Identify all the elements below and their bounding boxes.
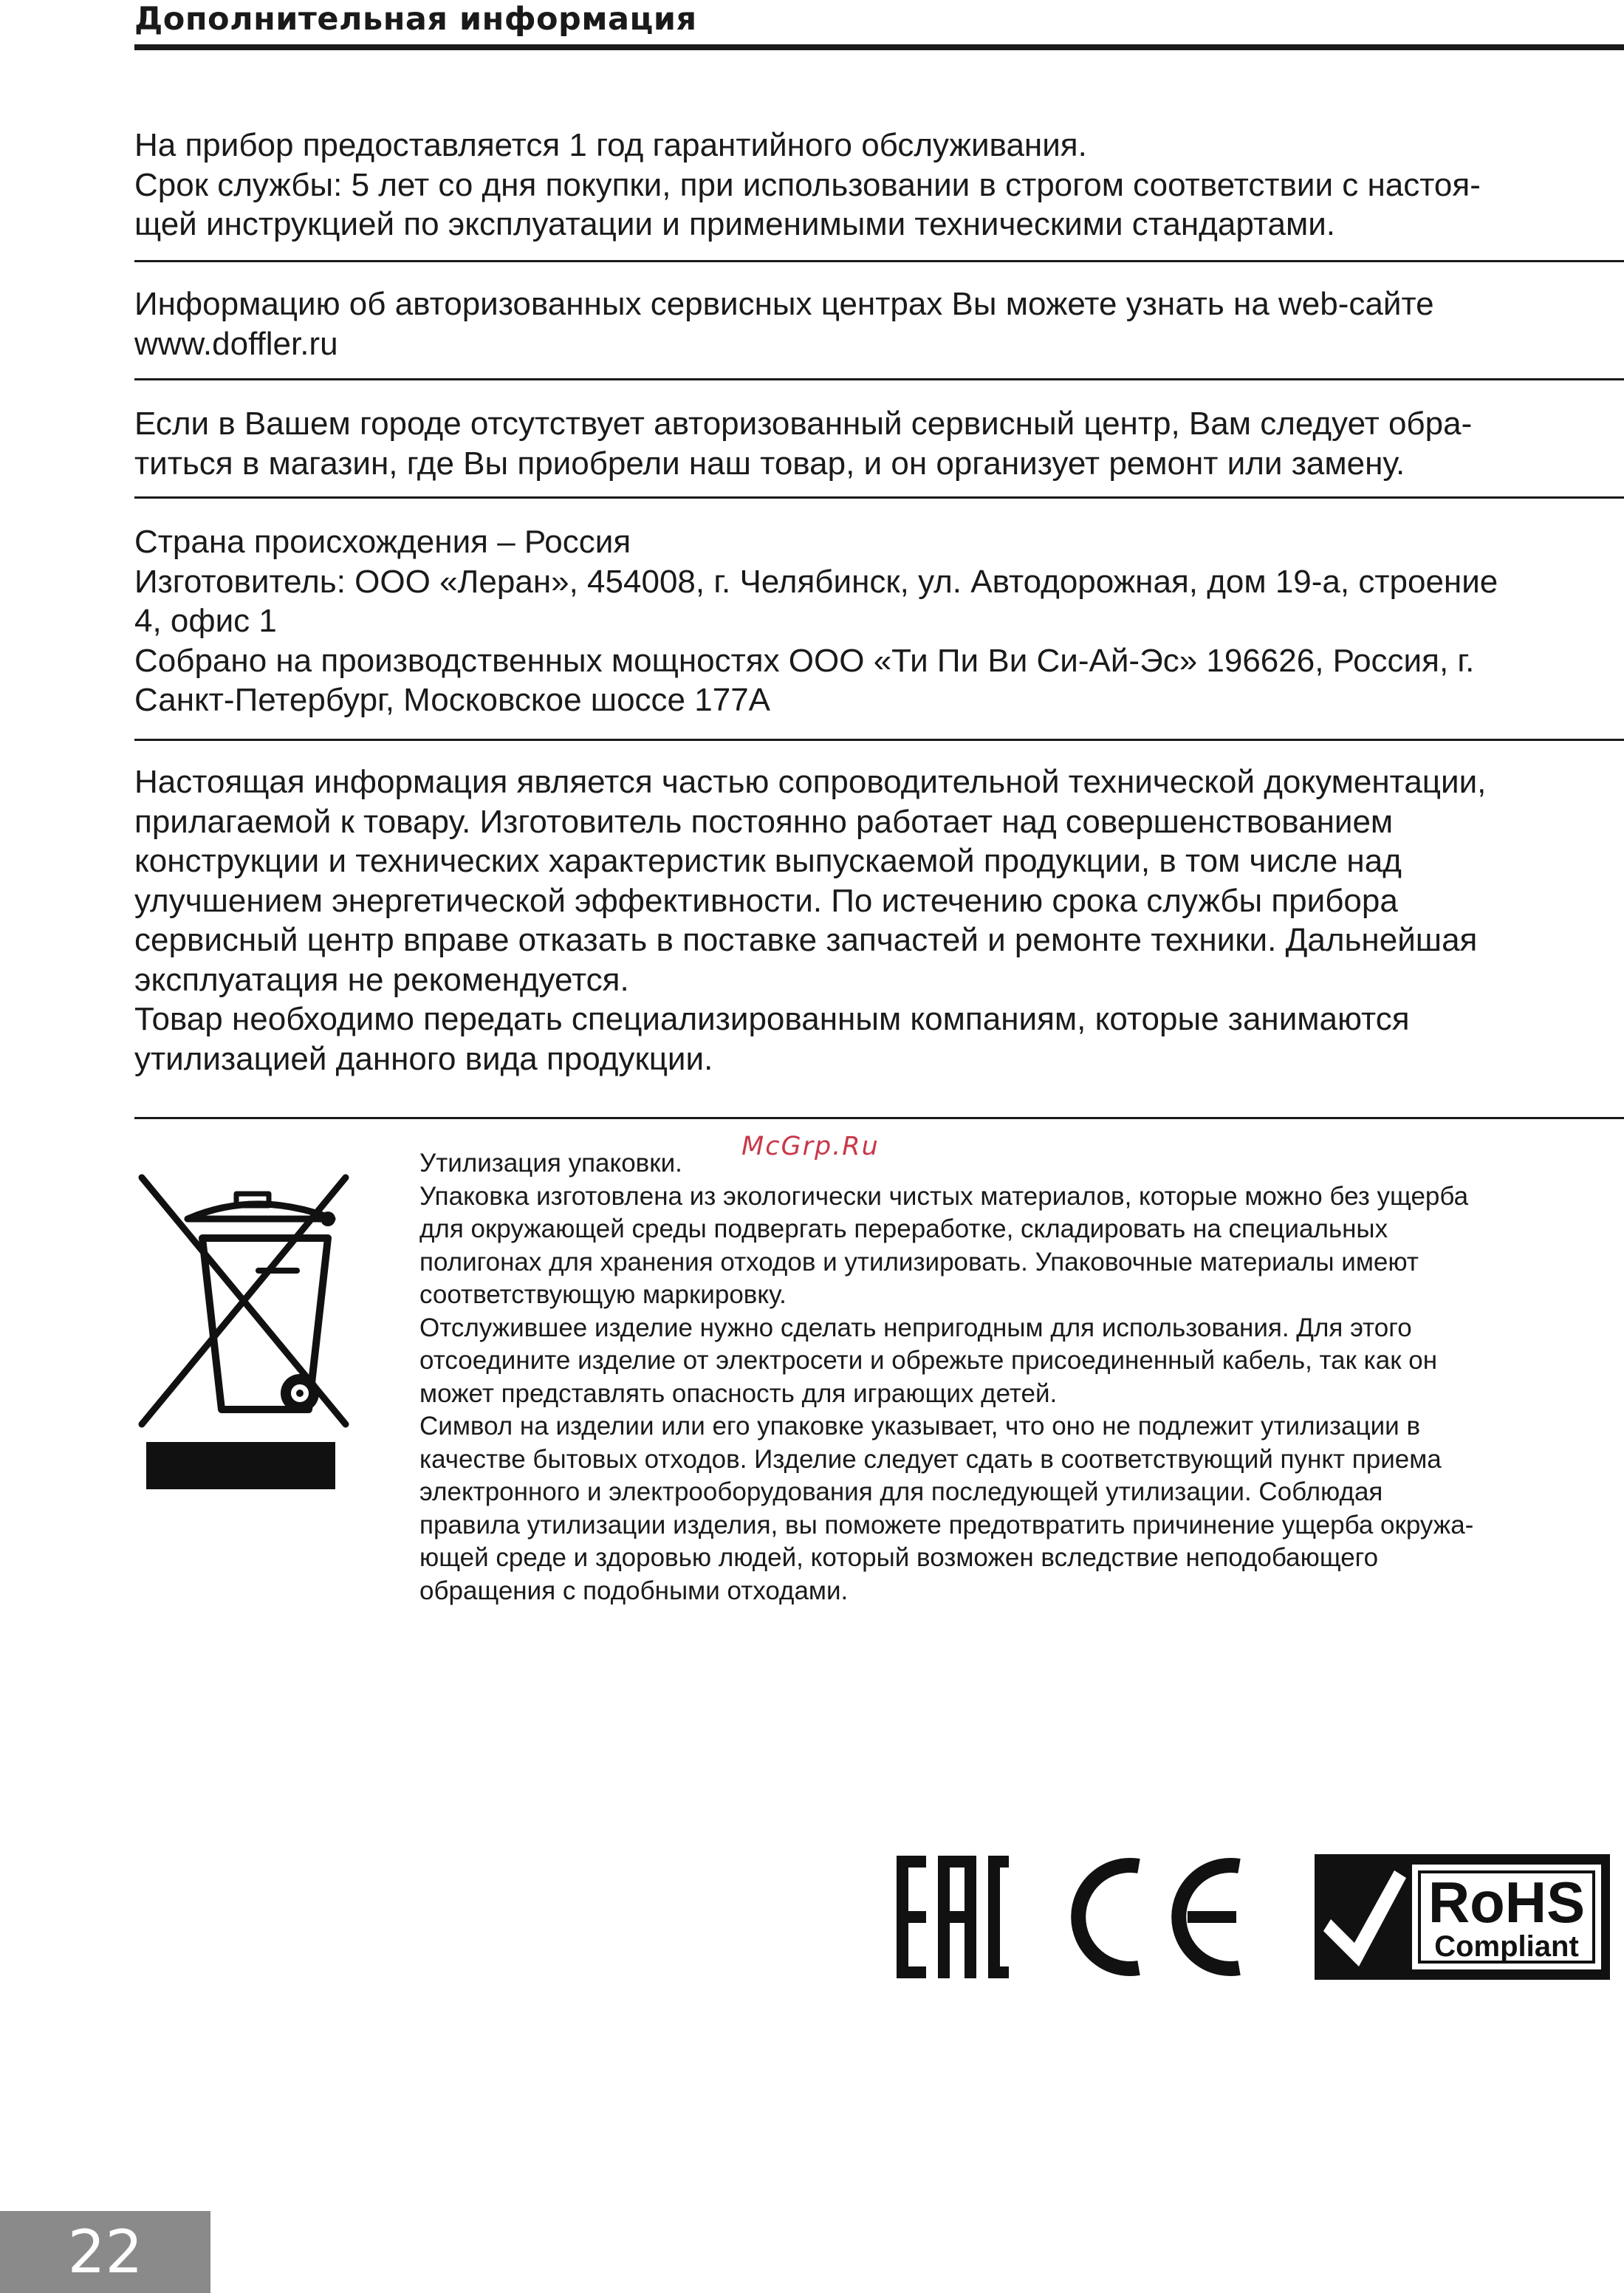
- text-line: эксплуатация не рекомендуется.: [134, 961, 629, 998]
- text-line: обращения с подобными отходами.: [419, 1576, 849, 1605]
- section-divider: [134, 1117, 1624, 1119]
- text-line: отсоедините изделие от электросети и обрежьте присоединенный кабель, так как он: [419, 1346, 1438, 1375]
- text-line: Отслужившее изделие нужно сделать непригодным для использования. Для этого: [419, 1313, 1412, 1342]
- text-line: конструкции и технических характеристик выпускаемой продукции, в том числе над: [134, 843, 1402, 879]
- text-line: щей инструкцией по эксплуатации и применимыми техническими стандартами.: [134, 206, 1336, 242]
- ce-mark-icon: [1071, 1856, 1248, 1978]
- text-line: качестве бытовых отходов. Изделие следует сдать в соответствующий пункт приема: [419, 1444, 1442, 1474]
- title-underline: [134, 44, 1624, 50]
- text-line: для окружающей среды подвергать переработке, складировать на специальных: [419, 1214, 1388, 1243]
- text-line: электронного и электрооборудования для последующей утилизации. Соблюдая: [419, 1477, 1383, 1506]
- text-line: прилагаемой к товару. Изготовитель постоянно работает над совершенствованием: [134, 803, 1394, 840]
- rohs-title: RoHS: [1428, 1870, 1586, 1935]
- watermark: McGrp.Ru: [741, 1132, 880, 1161]
- text-line: Санкт-Петербург, Московское шоссе 177А: [134, 682, 771, 718]
- text-line: Упаковка изготовлена из экологически чистых материалов, которые можно без ущерба: [419, 1181, 1469, 1211]
- crossed-out-wheelie-bin-icon: [134, 1167, 353, 1492]
- service-centers-section: [134, 284, 1624, 363]
- rohs-subtitle: Compliant: [1434, 1930, 1579, 1963]
- text-line: соответствующую маркировку.: [419, 1280, 787, 1309]
- text-line: Страна происхождения – Россия: [134, 524, 631, 560]
- page-number: 22: [0, 2211, 210, 2293]
- disposal-section: [419, 1147, 1624, 1607]
- text-line: может представлять опасность для играющих детей.: [419, 1378, 1058, 1408]
- text-line: правила утилизации изделия, вы поможете предотвратить причинение ущерба окружа-: [419, 1510, 1474, 1540]
- warranty-section: [134, 126, 1624, 245]
- text-line: Символ на изделии или его упаковке указывает, что оно не подлежит утилизации в: [419, 1412, 1421, 1441]
- section-divider: [134, 378, 1624, 380]
- rohs-compliant-icon: [1315, 1854, 1610, 1980]
- text-line: Настоящая информация является частью сопроводительной технической документации,: [134, 764, 1487, 800]
- section-divider: [134, 260, 1624, 262]
- text-line: Если в Вашем городе отсутствует авторизованный сервисный центр, Вам следует обра-: [134, 406, 1473, 442]
- text-line: На прибор предоставляется 1 год гарантийного обслуживания.: [134, 127, 1087, 163]
- text-line: улучшением энергетической эффективности. По истечению срока службы прибора: [134, 882, 1398, 919]
- text-line: титься в магазин, где Вы приобрели наш товар, и он организует ремонт или замену.: [134, 445, 1405, 482]
- text-line: Утилизация упаковки.: [419, 1149, 682, 1178]
- text-line: ющей среде и здоровью людей, который возможен вследствие неподобающего: [419, 1543, 1379, 1572]
- origin-section: [134, 522, 1624, 720]
- section-divider: [134, 496, 1624, 499]
- text-line: Срок службы: 5 лет со дня покупки, при использовании в строгом соответствии с настоя-: [134, 166, 1481, 203]
- text-line: Изготовитель: ООО «Леран», 454008, г. Челябинск, ул. Автодорожная, дом 19-а, строение: [134, 563, 1498, 600]
- text-line: сервисный центр вправе отказать в поставке запчастей и ремонте техники. Дальнейшая: [134, 922, 1478, 958]
- text-line: полигонах для хранения отходов и утилизировать. Упаковочные материалы имеют: [419, 1247, 1419, 1277]
- text-line: Информацию об авторизованных сервисных центрах Вы можете узнать на web-сайте: [134, 286, 1434, 322]
- text-line: Собрано на производственных мощностях ООО «Ти Пи Ви Си-Ай-Эс» 196626, Россия, г.: [134, 642, 1475, 679]
- documentation-section: [134, 762, 1624, 1079]
- text-line: 4, офис 1: [134, 603, 277, 639]
- website-link[interactable]: www.doffler.ru: [134, 325, 338, 362]
- text-line: утилизацией данного вида продукции.: [134, 1040, 713, 1077]
- text-line: Товар необходимо передать специализированным компаниям, которые занимаются: [134, 1001, 1410, 1037]
- eac-mark-icon: [897, 1856, 1009, 1978]
- page-title: Дополнительная информация: [134, 1, 697, 38]
- section-divider: [134, 739, 1624, 741]
- no-service-section: [134, 404, 1624, 483]
